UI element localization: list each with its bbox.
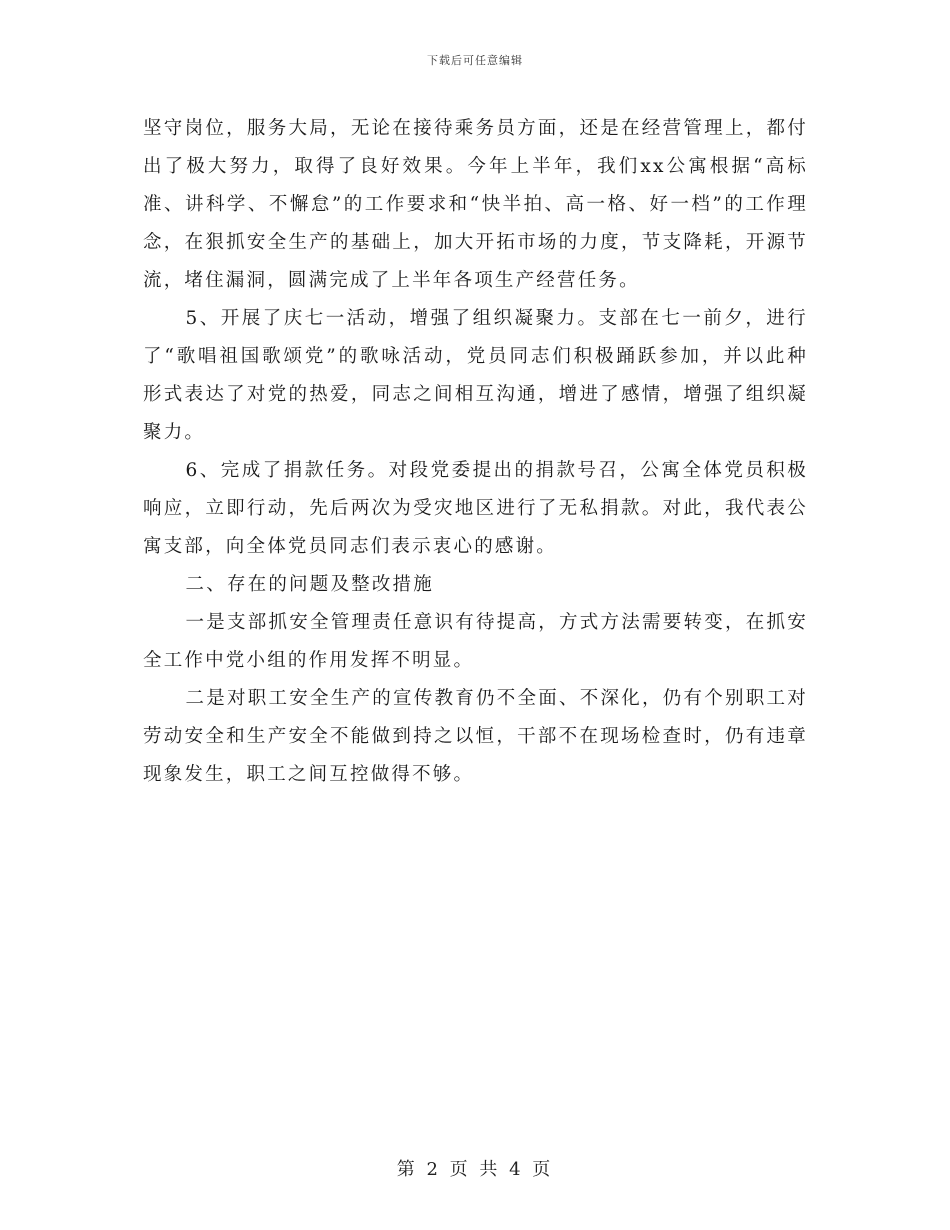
page-header-note: 下载后可任意编辑 [427,54,523,67]
paragraph-problem-2: 二是对职工安全生产的宣传教育仍不全面、不深化，仍有个别职工对劳动安全和生产安全不能做到持之以恒，干部不在现场检查时，仍有违章现象发生，职工之间互控做得不够。 [143,688,808,785]
document-body [143,110,808,794]
paragraph-problem-1: 一是支部抓安全管理责任意识有待提高，方式方法需要转变，在抓安全工作中党小组的作用发挥不明显。 [143,612,808,671]
paragraph-item-6: 6、完成了捐款任务。对段党委提出的捐款号召，公寓全体党员积极响应，立即行动，先后两次为受灾地区进行了无私捐款。对此，我代表公寓支部，向全体党员同志们表示衷心的感谢。 [143,460,808,557]
section-heading-problems: 二、存在的问题及整改措施 [185,574,434,595]
page-number: 第 2 页 共 4 页 [396,1159,554,1180]
paragraph-item-5: 5、开展了庆七一活动，增强了组织凝聚力。支部在七一前夕，进行了“歌唱祖国歌颂党”的歌咏活动，党员同志们积极踊跃参加，并以此种形式表达了对党的热爱，同志之间相互沟通，增进了感情，增强了组织凝聚力。 [143,308,808,443]
paragraph-continuation: 坚守岗位，服务大局，无论在接待乘务员方面，还是在经营管理上，都付出了极大努力，取得了良好效果。今年上半年，我们xx公寓根据“高标准、讲科学、不懈怠”的工作要求和“快半拍、高一格、好一档”的工作理念，在狠抓安全生产的基础上，加大开拓市场的力度，节支降耗，开源节流，堵住漏洞，圆满完成了上半年各项生产经营任务。 [143,118,808,291]
